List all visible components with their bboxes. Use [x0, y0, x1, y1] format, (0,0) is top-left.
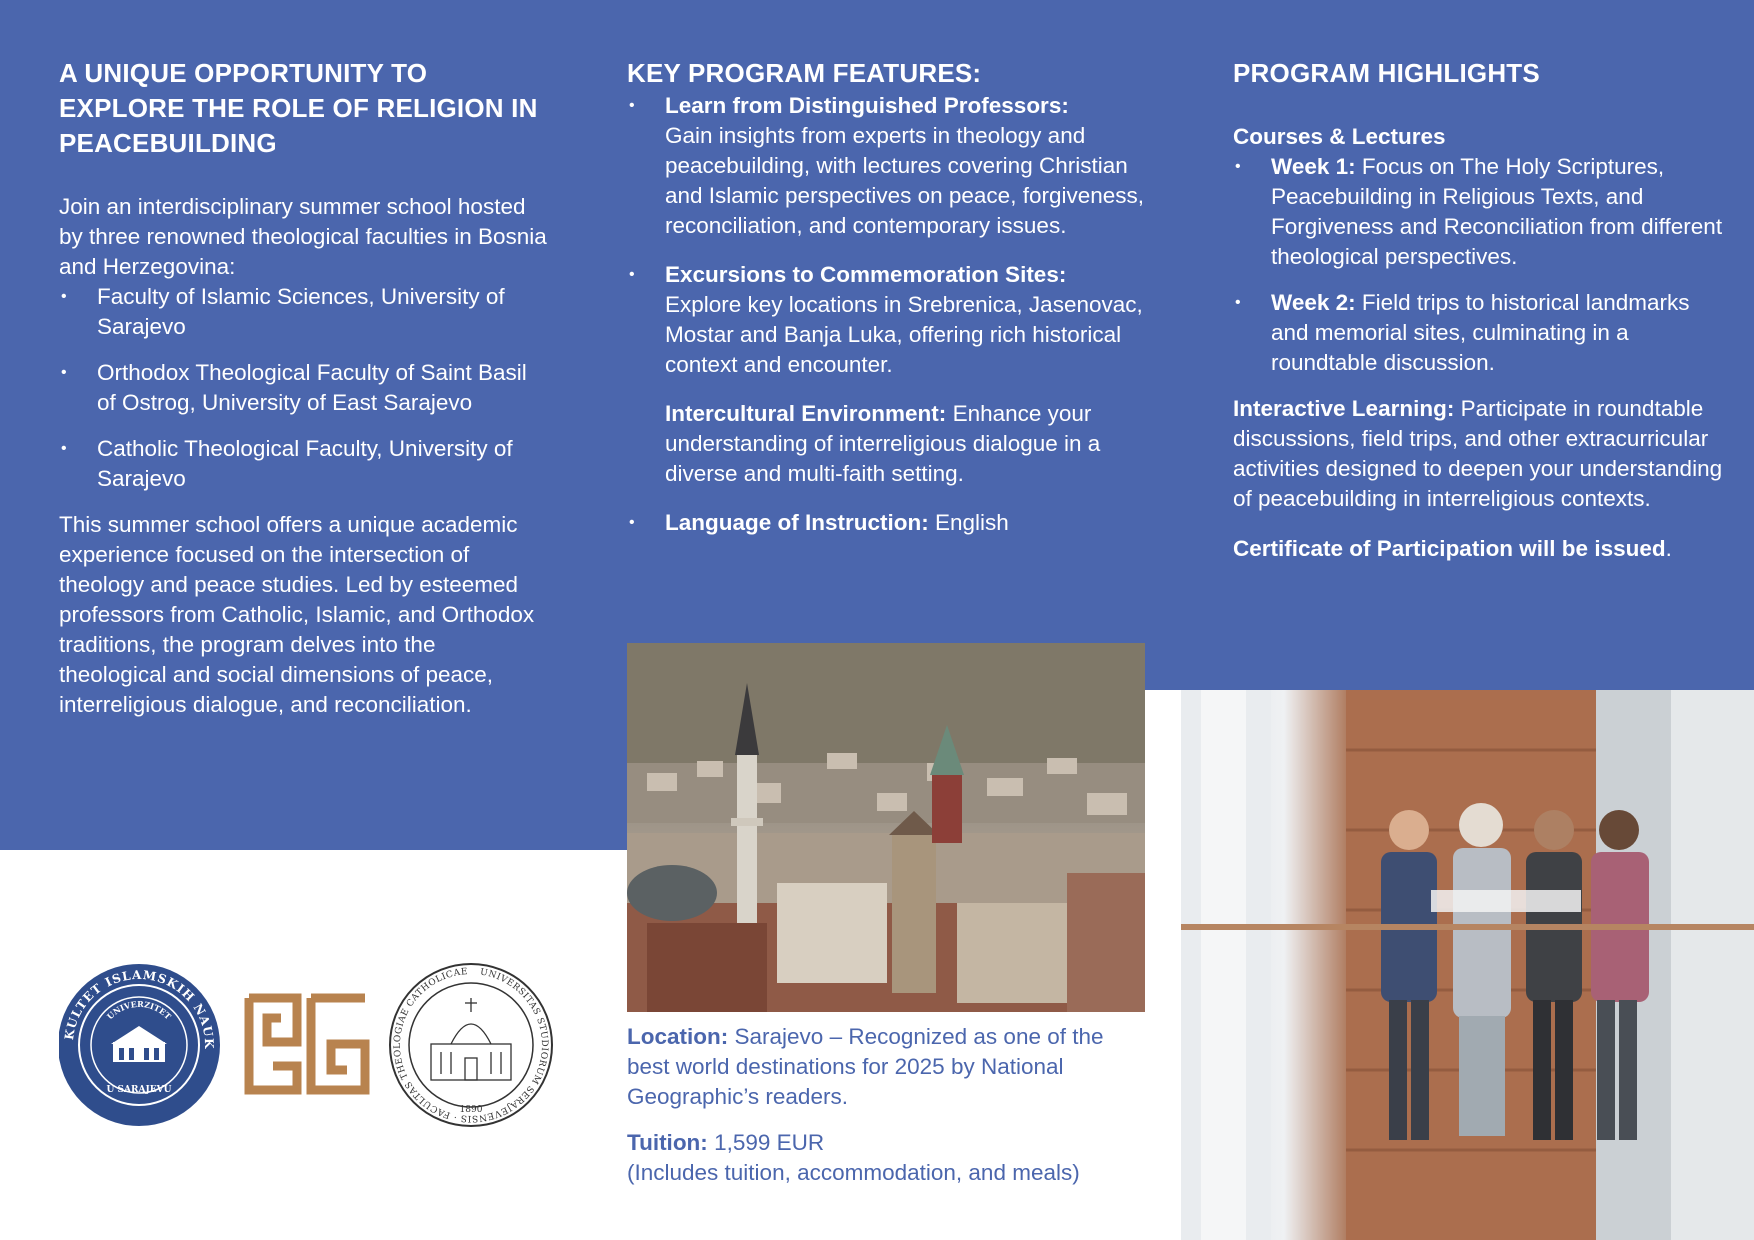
faculty-list: [59, 282, 549, 494]
svg-text:U SARAJEVU: U SARAJEVU: [106, 1085, 172, 1095]
bullet-icon: •: [629, 266, 635, 283]
courses-subheading: Courses & Lectures: [1233, 124, 1446, 149]
svg-text:FAKULTET ISLAMSKIH NAUKA: KULTET ISLAMSKIH NAUK: [62, 967, 217, 1050]
bullet-icon: •: [61, 288, 67, 305]
bullet-icon: •: [629, 514, 635, 531]
location-tuition-block: [627, 1022, 1147, 1188]
students-discussion-photo: [1181, 690, 1754, 1240]
orthodox-faculty-logo-icon: [249, 998, 365, 1090]
interactive-learning: Interactive Learning: Participate in roundtable discussions, field trips, and other extracurricular activities designed to deepen your understanding of peacebuilding in interreligious contexts.: [1233, 396, 1723, 511]
certificate-note: Certificate of Participation will be issued.: [1233, 536, 1672, 561]
list-item: • Week 2: Field trips to historical landmarks and memorial sites, culminating in a roundtable discussion.: [1235, 290, 1690, 375]
svg-text:1890: 1890: [459, 1105, 483, 1115]
list-item: • Excursions to Commemoration Sites: Explore key locations in Srebrenica, Jasenovac, Mostar and Banja Luka, offering rich historical context and encounter.: [629, 262, 1143, 377]
features-heading: KEY PROGRAM FEATURES:: [627, 58, 982, 88]
svg-text:UNIVERZITET: UNIVERZITET: [104, 998, 174, 1022]
bullet-icon: •: [629, 97, 635, 114]
bullet-icon: •: [1235, 294, 1241, 311]
column-features: [627, 56, 1147, 557]
sarajevo-city-photo: [627, 643, 1145, 1012]
faculty-logos: [59, 962, 559, 1128]
location-info: Location: Sarajevo – Recognized as one of the best world destinations for 2025 by National Geographic’s readers.: [627, 1024, 1104, 1109]
column-highlights: [1233, 56, 1733, 564]
list-item: • Faculty of Islamic Sciences, University of Sarajevo: [61, 284, 505, 339]
intro-text: Join an interdisciplinary summer school hosted by three renowned theological faculties in Bosnia and Herzegovina:: [59, 194, 547, 279]
bullet-icon: •: [1235, 158, 1241, 175]
bullet-icon: •: [61, 364, 67, 381]
weeks-list: [1233, 152, 1733, 378]
features-list: [627, 91, 1147, 538]
svg-text:UNIVERSITAS STUDIORUM SERAJEVE: UNIVERSITAS STUDIORUM SERAJEVENSIS · FACULTAS THEOLOGIAE CATHOLICAE: [392, 966, 550, 1124]
logos-row: [59, 962, 559, 1128]
list-item: • Catholic Theological Faculty, University of Sarajevo: [61, 436, 513, 491]
list-item: Intercultural Environment: Enhance your understanding of interreligious dialogue in a diverse and multi-faith setting.: [665, 401, 1101, 486]
bullet-icon: •: [61, 440, 67, 457]
people-illustration: [1181, 690, 1754, 1240]
city-illustration: [627, 643, 1145, 1012]
list-item: • Week 1: Focus on The Holy Scriptures, Peacebuilding in Religious Texts, and Forgiveness and Reconciliation from different theological perspectives.: [1235, 154, 1723, 269]
column-intro: [59, 56, 549, 720]
highlights-heading: PROGRAM HIGHLIGHTS: [1233, 58, 1540, 88]
list-item: • Orthodox Theological Faculty of Saint Basil of Ostrog, University of East Sarajevo: [61, 360, 527, 415]
intro-heading: A UNIQUE OPPORTUNITY TO EXPLORE THE ROLE OF RELIGION IN PEACEBUILDING: [59, 58, 538, 158]
islamic-faculty-seal-icon: [59, 962, 220, 1126]
list-item: • Learn from Distinguished Professors: Gain insights from experts in theology and peacebuilding, with lectures covering Christian and Islamic perspectives on peace, forgiveness, reconciliation, and contemporary issues.: [629, 93, 1145, 238]
program-description: This summer school offers a unique academic experience focused on the intersection of theology and peace studies. Led by esteemed professors from Catholic, Islamic, and Orthodox traditions, the program delves into the theological and social dimensions of peace, interreligious dialogue, and reconciliation.: [59, 512, 535, 717]
list-item: • Language of Instruction: English: [627, 508, 1147, 538]
tuition-info: Tuition: 1,599 EUR (Includes tuition, accommodation, and meals): [627, 1130, 1080, 1185]
